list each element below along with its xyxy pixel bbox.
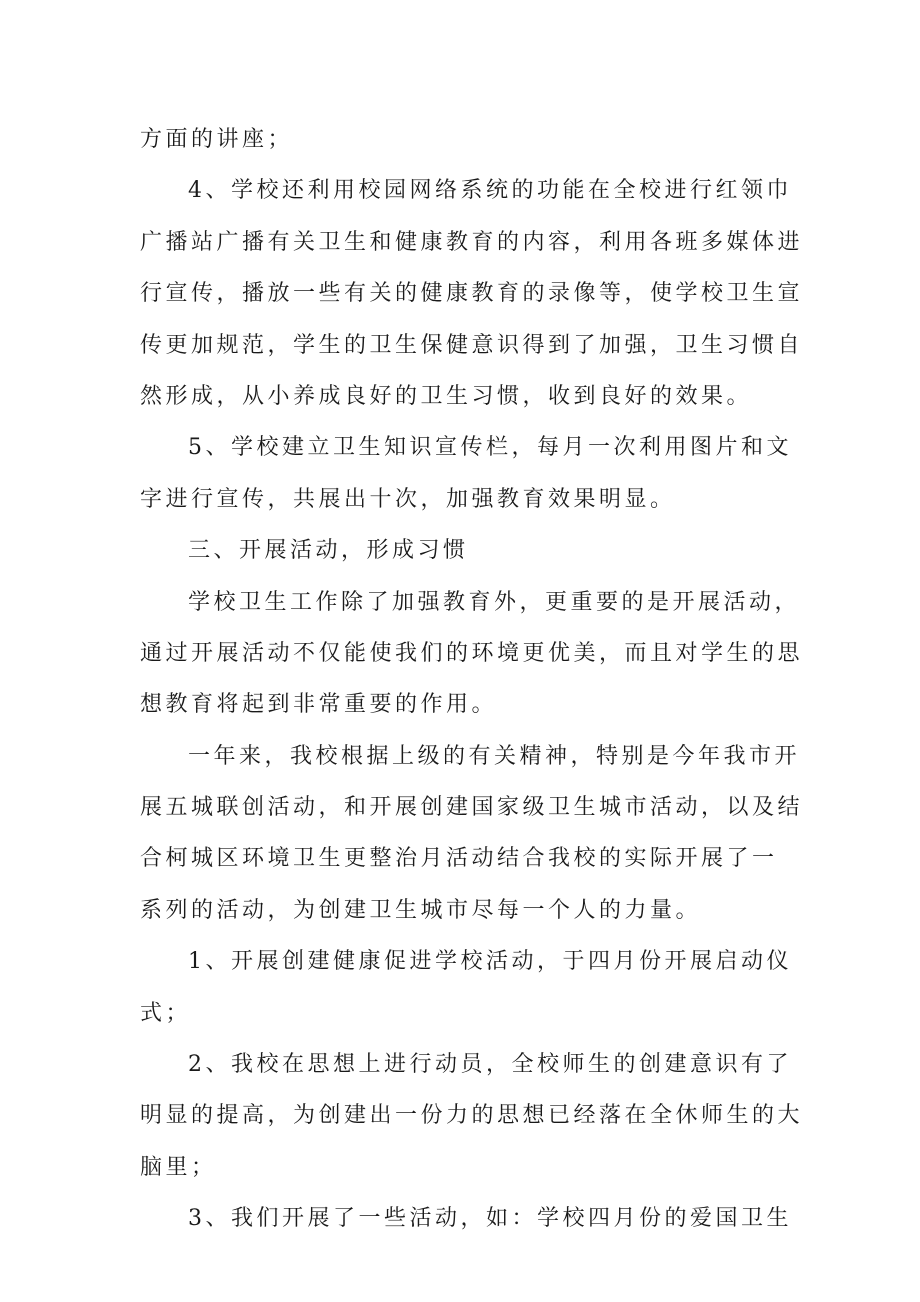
- text-line: 然形成，从小养成良好的卫生习惯，收到良好的效果。: [140, 383, 753, 409]
- list-item-3-start: 3、我们开展了一些活动，如：学校四月份的爱国卫生: [188, 1206, 792, 1232]
- text-line: 想教育将起到非常重要的作用。: [140, 692, 498, 718]
- paragraph-item-4-start: 4、学校还利用校园网络系统的功能在全校进行红领巾: [188, 178, 792, 204]
- paragraph-item-5-start: 5、学校建立卫生知识宣传栏，每月一次利用图片和文: [188, 435, 792, 461]
- text-line: 系列的活动，为创建卫生城市尽每一个人的力量。: [140, 897, 702, 923]
- text-line: 字进行宣传，共展出十次，加强教育效果明显。: [140, 486, 676, 512]
- paragraph-start: 学校卫生工作除了加强教育外，更重要的是开展活动，: [188, 589, 801, 615]
- paragraph-start: 一年来，我校根据上级的有关精神，特别是今年我市开: [188, 743, 801, 769]
- document-body: [140, 114, 804, 1245]
- text-line: 传更加规范，学生的卫生保健意识得到了加强，卫生习惯自: [140, 332, 804, 358]
- text-line: 脑里；: [140, 1154, 217, 1180]
- text-line: 展五城联创活动，和开展创建国家级卫生城市活动，以及结: [140, 795, 804, 821]
- text-line: 通过开展活动不仅能使我们的环境更优美，而且对学生的思: [140, 640, 804, 666]
- list-item-2-start: 2、我校在思想上进行动员，全校师生的创建意识有了: [188, 1052, 792, 1078]
- section-heading: 三、开展活动，形成习惯: [188, 538, 469, 564]
- text-line: 明显的提高，为创建出一份力的思想已经落在全休师生的大: [140, 1103, 804, 1129]
- list-item-1-start: 1、开展创建健康促进学校活动，于四月份开展启动仪: [188, 949, 792, 975]
- text-line: 方面的讲座；: [140, 127, 294, 152]
- text-line: 行宣传，播放一些有关的健康教育的录像等，使学校卫生宣: [140, 281, 804, 307]
- text-line: 广播站广播有关卫生和健康教育的内容，利用各班多媒体进: [140, 229, 804, 255]
- text-line: 合柯城区环境卫生更整治月活动结合我校的实际开展了一: [140, 846, 778, 872]
- text-line: 式；: [140, 1000, 192, 1026]
